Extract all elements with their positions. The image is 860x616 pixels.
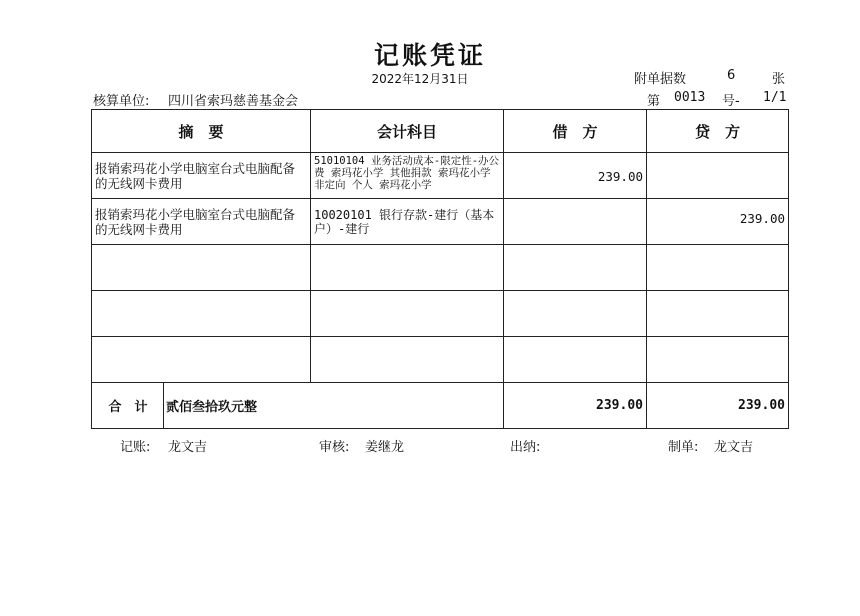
table-row [92,199,789,245]
voucher-table [91,109,789,429]
accounting-unit-name: 四川省索玛慈善基金会 [168,94,299,109]
attachments-count: 6 [727,68,736,83]
total-credit: 239.00 [647,383,789,429]
attachments-label: 附单据数 [634,72,687,87]
total-amount-words: 贰佰叁拾玖元整 [166,400,258,415]
preparer-name: 龙文吉 [714,440,754,455]
entry-summary: 报销索玛花小学电脑室台式电脑配备的无线网卡费用 [92,153,311,199]
column-header-credit: 贷 方 [647,110,789,153]
bookkeeper-name: 龙文吉 [168,440,208,455]
entry-summary: 报销索玛花小学电脑室台式电脑配备的无线网卡费用 [92,199,311,245]
column-header-debit: 借 方 [504,110,647,153]
total-row [92,383,789,429]
voucher-page: 1/1 [763,90,787,105]
total-divider [163,383,164,429]
entry-debit [504,199,647,245]
total-label: 合 计 [108,400,148,415]
cashier-label: 出纳: [510,440,541,455]
entry-account: 10020101 银行存款-建行（基本户）-建行 [311,199,504,245]
voucher-no-prefix: 第 [647,94,661,109]
voucher-number: 0013 [674,90,706,105]
voucher-no-suffix: 号- [722,94,740,109]
total-debit: 239.00 [504,383,647,429]
reviewer-name: 姜继龙 [365,440,405,455]
entry-credit: 239.00 [647,199,789,245]
column-header-account: 会计科目 [311,110,504,153]
table-row-empty [92,291,789,337]
reviewer-label: 审核: [319,440,350,455]
entry-debit: 239.00 [504,153,647,199]
bookkeeper-label: 记账: [120,440,151,455]
attachments-unit: 张 [772,72,786,87]
voucher-title: 记账凭证 [373,41,486,70]
table-row-empty [92,245,789,291]
table-row [92,153,789,199]
column-header-summary: 摘 要 [92,110,311,153]
table-header-row [92,110,789,153]
voucher-date: 2022年12月31日 [371,72,469,86]
accounting-unit-label: 核算单位: [93,94,150,109]
table-row-empty [92,337,789,383]
entry-account: 51010104 业务活动成本-限定性-办公费 索玛花小学 其他捐款 索玛花小学 非定向 个人 索玛花小学 [311,153,504,199]
preparer-label: 制单: [668,440,699,455]
entry-credit [647,153,789,199]
